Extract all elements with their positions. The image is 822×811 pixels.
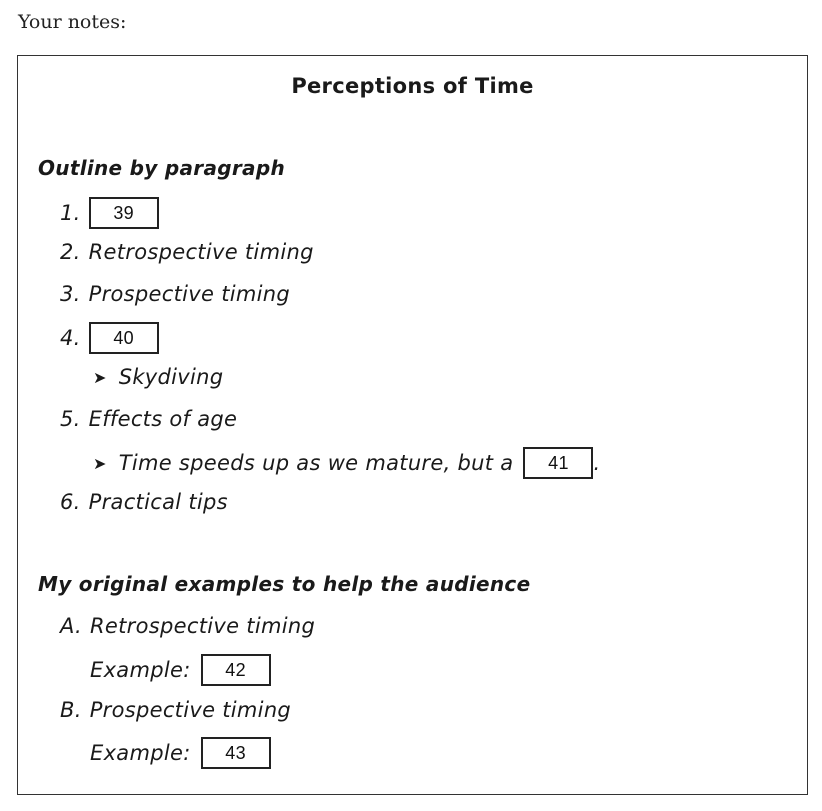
item-letter: A. bbox=[60, 614, 83, 638]
outline-item-4 bbox=[60, 322, 159, 354]
example-label: Example: bbox=[90, 658, 191, 682]
arrow-bullet-icon: ➤ bbox=[93, 453, 107, 473]
item-number: 6. bbox=[60, 490, 81, 514]
answer-box-42[interactable]: 42 bbox=[201, 654, 271, 686]
item-number: 5. bbox=[60, 407, 81, 431]
answer-box-43[interactable]: 43 bbox=[201, 737, 271, 769]
item-text: Prospective timing bbox=[89, 698, 292, 722]
example-b-row bbox=[90, 737, 271, 769]
item-number: 2. bbox=[60, 240, 81, 264]
notes-panel bbox=[17, 55, 808, 795]
answer-box-40[interactable]: 40 bbox=[89, 322, 159, 354]
outline-item-1 bbox=[60, 197, 159, 229]
arrow-bullet-icon: ➤ bbox=[93, 367, 107, 387]
item-number: 4. bbox=[60, 326, 81, 350]
item-text: Skydiving bbox=[118, 365, 224, 389]
answer-box-41[interactable]: 41 bbox=[523, 447, 593, 479]
example-a-row bbox=[90, 654, 271, 686]
outline-item-5 bbox=[60, 407, 237, 431]
item-letter: B. bbox=[60, 698, 82, 722]
item-number: 3. bbox=[60, 282, 81, 306]
outline-subitem-skydiving bbox=[93, 365, 223, 389]
item-text: Effects of age bbox=[88, 407, 238, 431]
notes-label: Your notes: bbox=[18, 11, 127, 33]
outline-subitem-age bbox=[93, 447, 600, 479]
item-text: Time speeds up as we mature, but a bbox=[118, 451, 514, 475]
example-b-heading bbox=[60, 698, 291, 722]
item-text: Retrospective timing bbox=[90, 614, 316, 638]
notes-title: Perceptions of Time bbox=[291, 74, 534, 98]
example-label: Example: bbox=[90, 741, 191, 765]
example-a-heading bbox=[60, 614, 315, 638]
outline-heading: Outline by paragraph bbox=[38, 156, 285, 180]
item-number: 1. bbox=[60, 201, 81, 225]
item-text: Retrospective timing bbox=[88, 240, 314, 264]
outline-item-3 bbox=[60, 282, 290, 306]
item-text: Practical tips bbox=[88, 490, 228, 514]
examples-heading: My original examples to help the audience bbox=[38, 572, 531, 596]
outline-item-6 bbox=[60, 490, 228, 514]
trailing-period: . bbox=[593, 451, 601, 475]
answer-box-39[interactable]: 39 bbox=[89, 197, 159, 229]
outline-item-2 bbox=[60, 240, 314, 264]
item-text: Prospective timing bbox=[88, 282, 291, 306]
